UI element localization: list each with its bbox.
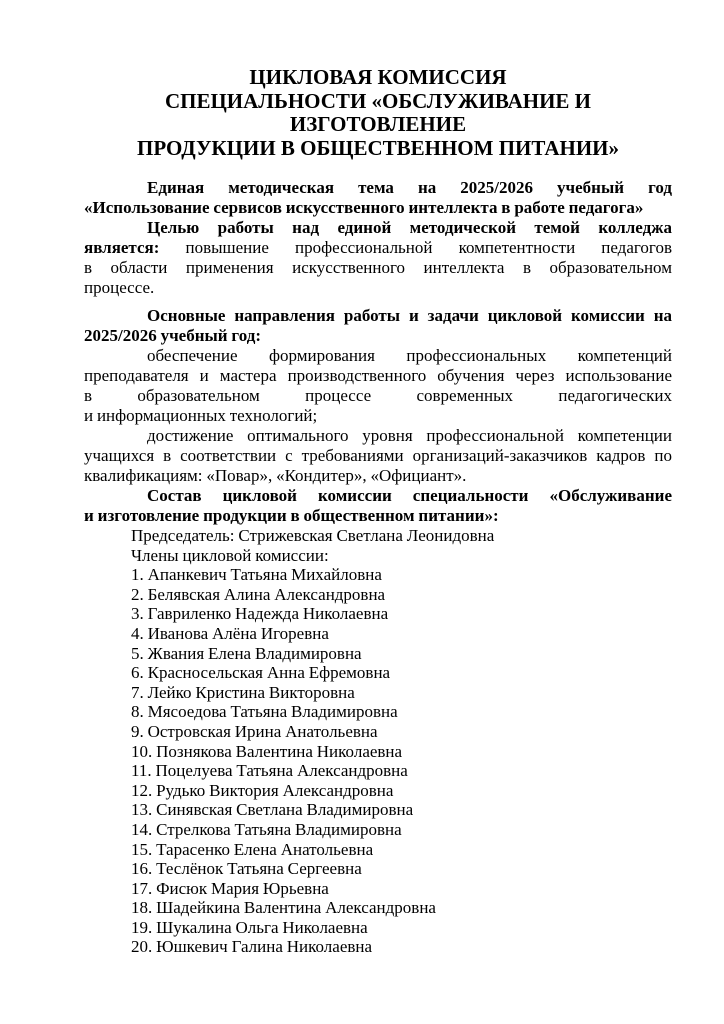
goal-paragraph (84, 218, 672, 298)
text-run: 3. Гавриленко Надежда Николаевна (131, 604, 389, 624)
member-item (84, 918, 672, 938)
text-run: Члены цикловой комиссии: (131, 545, 329, 565)
member-item (84, 644, 672, 664)
text-run: 10. Познякова Валентина Николаевна (131, 741, 403, 761)
paragraph-line (84, 326, 672, 346)
member-item (84, 585, 672, 605)
member-item (84, 859, 672, 879)
text-run: в области применения искусственного интеллекта в образовательном (84, 258, 672, 277)
paragraph-line (84, 466, 672, 486)
methodical-theme-paragraph (84, 178, 672, 218)
text-run: 16. Теслёнок Татьяна Сергеевна (131, 859, 362, 879)
member-item (84, 683, 672, 703)
paragraph-line (84, 198, 672, 218)
paragraph-line (84, 446, 672, 466)
text-run: 6. Красносельская Анна Ефремовна (131, 663, 391, 683)
paragraph-line (84, 238, 672, 258)
bold-text-run: является: (84, 238, 160, 257)
text-run: достижение оптимального уровня профессиональной компетенции (147, 426, 672, 445)
member-item (84, 820, 672, 840)
text-run: 19. Шукалина Ольга Николаевна (131, 917, 368, 937)
text-run: квалификациям: «Повар», «Кондитер», «Официант». (84, 466, 467, 485)
text-run: 14. Стрелкова Татьяна Владимировна (131, 819, 402, 839)
page-title (84, 66, 672, 160)
text-run: 1. Апанкевич Татьяна Михайловна (131, 565, 382, 585)
text-run: учащихся в соответствии с требованиями организаций-заказчиков кадров по (84, 446, 672, 465)
task-competencies-paragraph (84, 346, 672, 426)
task-level-paragraph (84, 426, 672, 486)
member-item (84, 937, 672, 957)
commission-members-list (84, 526, 672, 957)
bold-text-run: и изготовление продукции в общественном питании»: (84, 506, 499, 525)
paragraph-line (84, 366, 672, 386)
title-line: ПРОДУКЦИИ В ОБЩЕСТВЕННОМ ПИТАНИИ» (136, 135, 620, 160)
member-item (84, 840, 672, 860)
member-item (84, 565, 672, 585)
bold-text-run: Единая методическая тема на 2025/2026 учебный год (147, 178, 672, 197)
member-item (84, 663, 672, 683)
member-item (84, 742, 672, 762)
bold-text-run: Целью работы над единой методической темой колледжа (147, 218, 672, 237)
text-run: и информационных технологий; (84, 406, 318, 425)
title-line: ЦИКЛОВАЯ КОМИССИЯ (249, 65, 507, 89)
text-run: повышение профессиональной компетентности педагогов (159, 238, 672, 257)
composition-heading-paragraph (84, 486, 672, 526)
text-run: 11. Поцелуева Татьяна Александровна (131, 761, 408, 781)
text-run: 17. Фисюк Мария Юрьевна (131, 878, 329, 898)
text-run: 8. Мясоедова Татьяна Владимировна (131, 702, 398, 722)
title-line: СПЕЦИАЛЬНОСТИ «ОБСЛУЖИВАНИЕ И ИЗГОТОВЛЕНИЕ (164, 88, 592, 136)
text-run: 20. Юшкевич Галина Николаевна (131, 937, 373, 957)
member-item (84, 781, 672, 801)
document-body (84, 178, 672, 957)
text-run: процессе. (84, 278, 155, 297)
text-run: 12. Рудько Виктория Александровна (131, 780, 394, 800)
text-run: 9. Островская Ирина Анатольевна (131, 721, 378, 741)
directions-heading-paragraph (84, 306, 672, 346)
text-run: 18. Шадейкина Валентина Александровна (131, 898, 436, 918)
text-run: 15. Тарасенко Елена Анатольевна (131, 839, 374, 859)
paragraph-line (84, 406, 672, 426)
page-content (84, 66, 672, 957)
paragraph-line (84, 258, 672, 278)
text-run: 5. Жвания Елена Владимировна (131, 643, 362, 663)
paragraph-line (84, 506, 672, 526)
text-run: 13. Синявская Светлана Владимировна (131, 800, 414, 820)
paragraph-line (84, 486, 672, 506)
member-item (84, 879, 672, 899)
text-run: 7. Лейко Кристина Викторовна (131, 682, 355, 702)
paragraph-line (84, 386, 672, 406)
bold-text-run: Основные направления работы и задачи цикловой комиссии на (147, 306, 672, 325)
paragraph-line (84, 218, 672, 238)
paragraph-line (84, 178, 672, 198)
member-item (84, 898, 672, 918)
text-run: 4. Иванова Алёна Игоревна (131, 623, 329, 643)
bold-text-run: 2025/2026 учебный год: (84, 326, 261, 345)
text-run: в образовательном процессе современных педагогических (84, 386, 672, 405)
member-item (84, 761, 672, 781)
member-item (84, 800, 672, 820)
paragraph-line (84, 306, 672, 326)
paragraph-line (84, 346, 672, 366)
bold-text-run: Состав цикловой комиссии специальности «Обслуживание (147, 486, 672, 505)
text-run: 2. Белявская Алина Александровна (131, 584, 386, 604)
text-run: преподавателя и мастера производственного обучения через использование (84, 366, 672, 385)
member-item (84, 624, 672, 644)
paragraph-line (84, 278, 672, 298)
bold-text-run: «Использование сервисов искусственного интеллекта в работе педагога» (84, 198, 644, 217)
text-run: Председатель: Стрижевская Светлана Леонидовна (131, 526, 495, 545)
paragraph-line (84, 426, 672, 446)
text-run: обеспечение формирования профессиональных компетенций (147, 346, 672, 365)
members-heading (84, 546, 672, 566)
member-item (84, 722, 672, 742)
chairman-line (84, 526, 672, 546)
member-item (84, 702, 672, 722)
member-item (84, 604, 672, 624)
